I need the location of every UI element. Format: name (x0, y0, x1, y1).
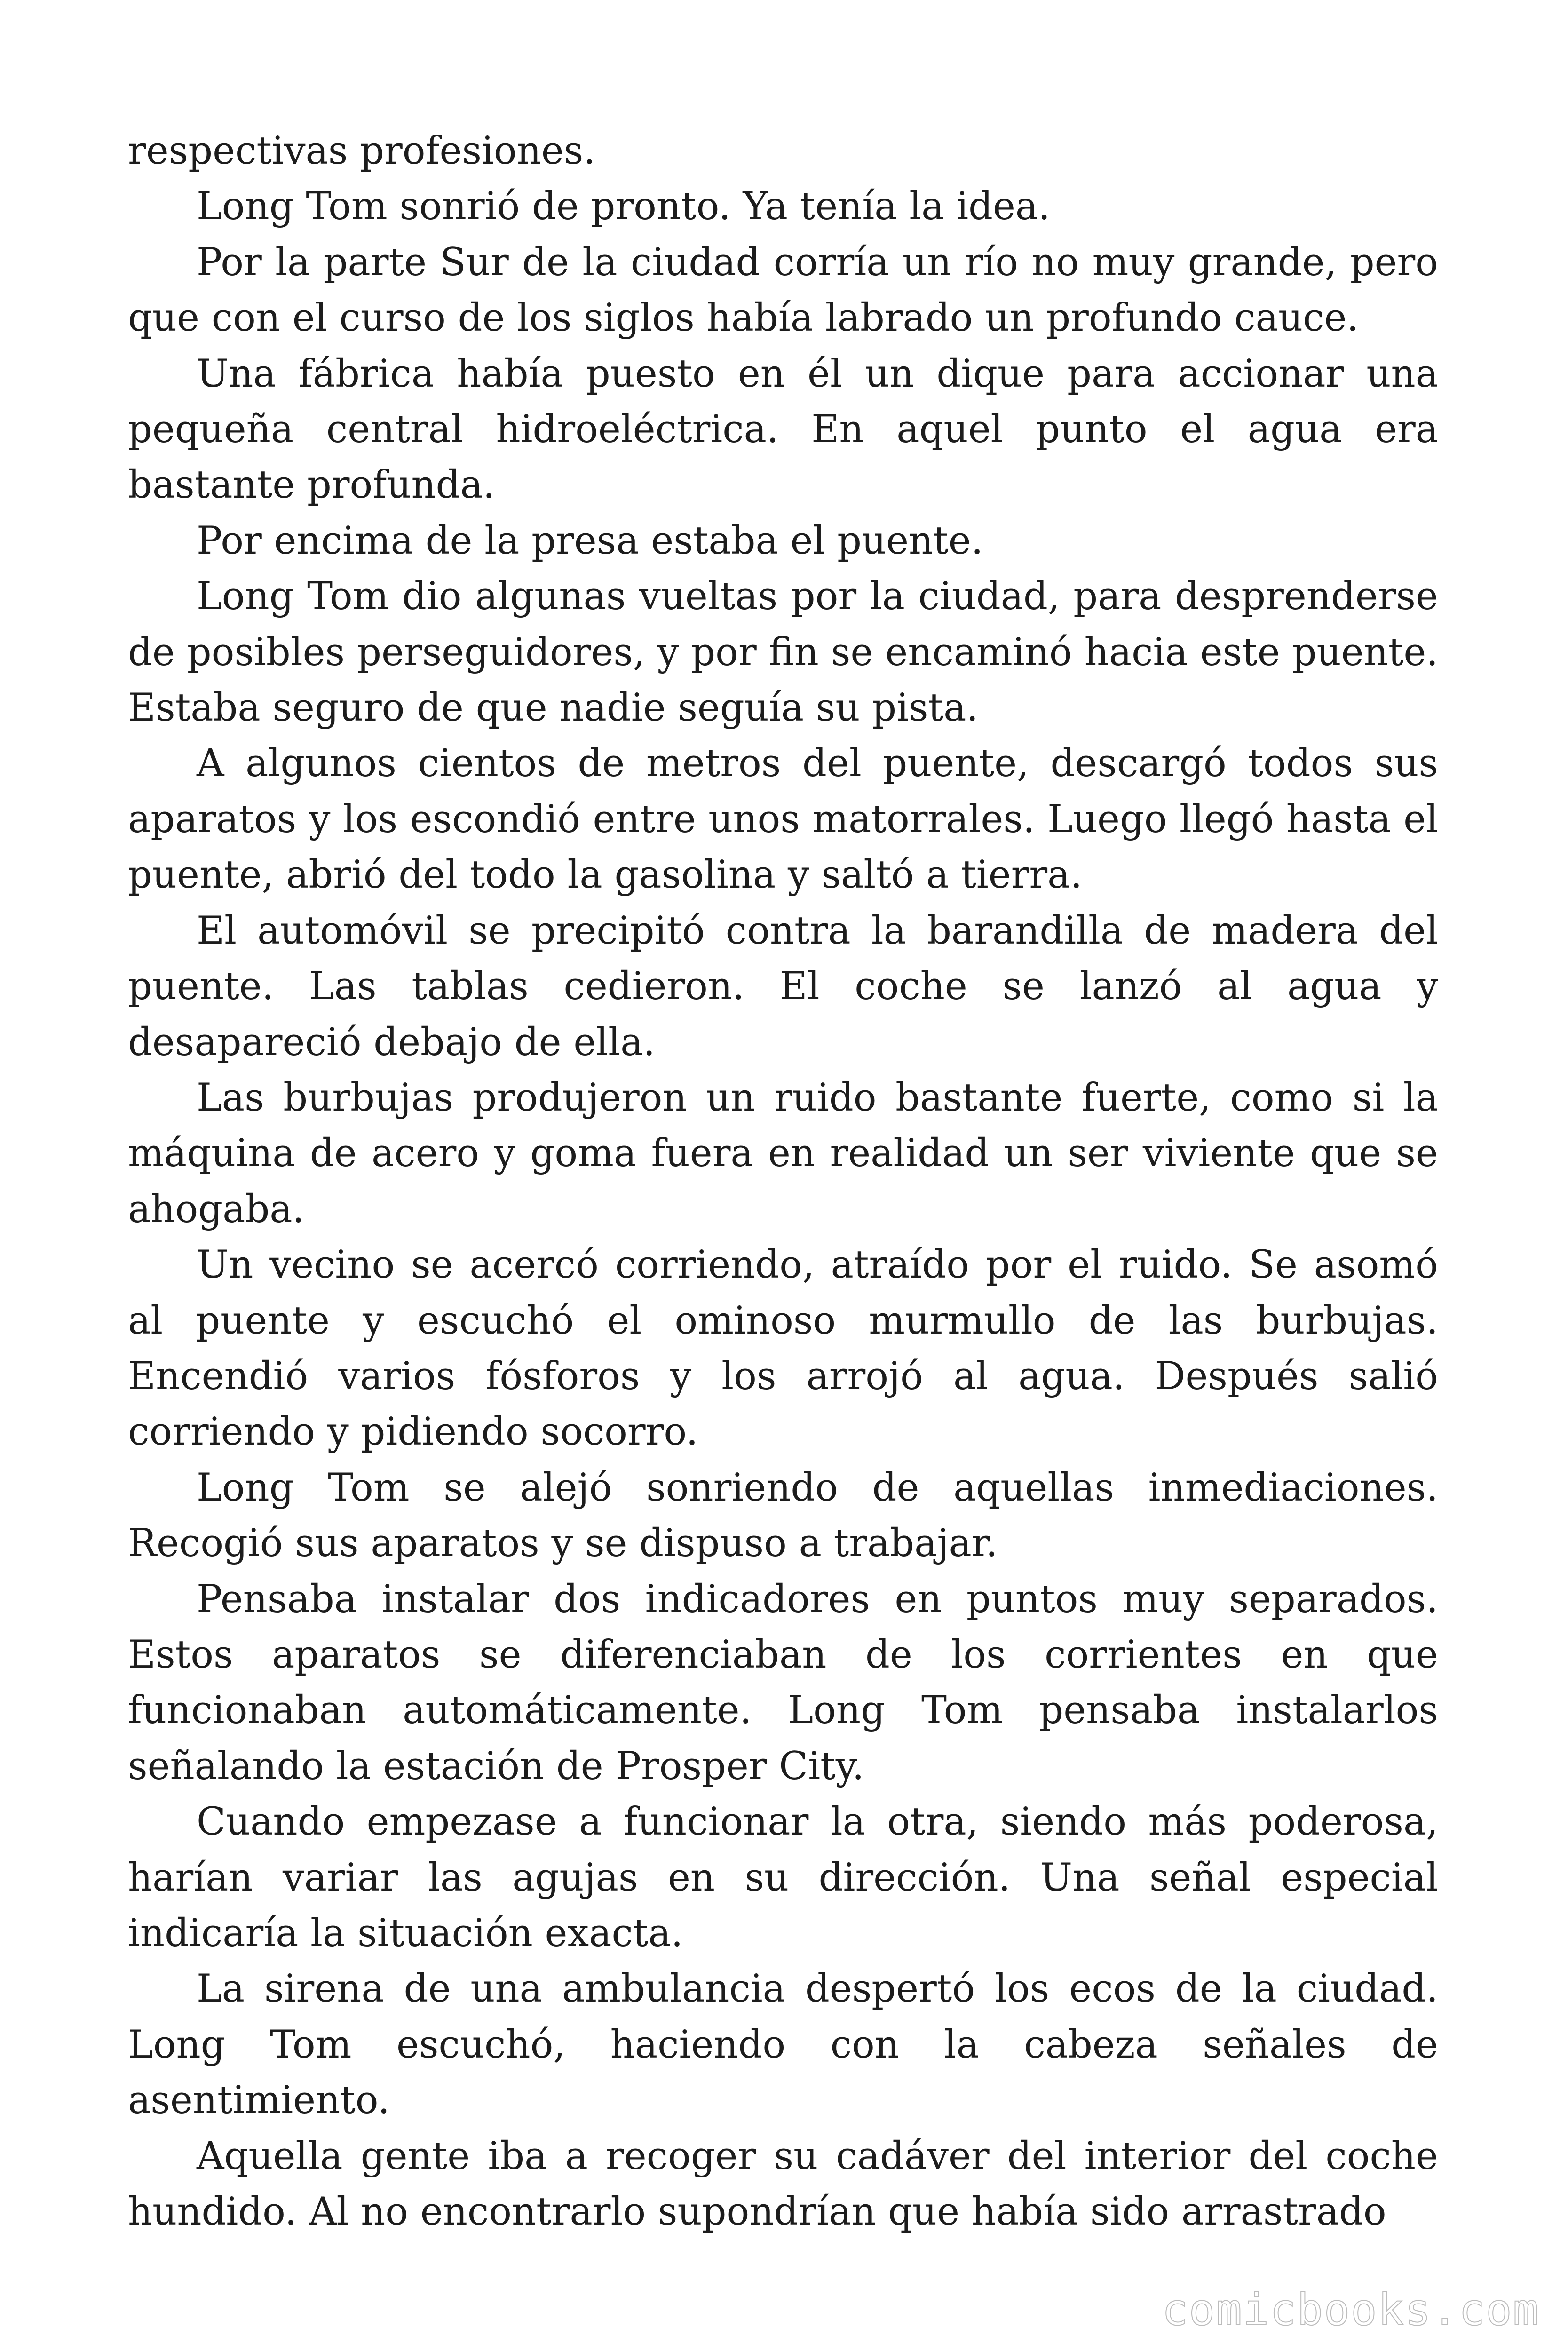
paragraph: Un vecino se acercó corriendo, atraído por el ruido. Se asomó al puente y escuchó el ominoso murmullo de las burbujas. Encendió varios fósforos y los arrojó al agua. Después salió corriendo y pidiendo socorro. (128, 1243, 1438, 1454)
body-text (128, 123, 1438, 2240)
paragraph: El automóvil se precipitó contra la barandilla de madera del puente. Las tablas cedieron. El coche se lanzó al agua y desapareció debajo de ella. (128, 908, 1438, 1065)
paragraph: Una fábrica había puesto en él un dique para accionar una pequeña central hidroeléctrica. En aquel punto el agua era bastante profunda. (128, 351, 1438, 508)
paragraph: Aquella gente iba a recoger su cadáver del interior del coche hundido. Al no encontrarlo supondrían que había sido arrastrado (128, 2134, 1438, 2234)
paragraph: Cuando empezase a funcionar la otra, siendo más poderosa, harían variar las agujas en su dirección. Una señal especial indicaría la situación exacta. (128, 1800, 1438, 1955)
paragraph: Por la parte Sur de la ciudad corría un río no muy grande, pero que con el curso de los siglos había labrado un profundo cauce. (128, 240, 1438, 341)
paragraph: Long Tom se alejó sonriendo de aquellas inmediaciones. Recogió sus aparatos y se dispuso a trabajar. (128, 1465, 1438, 1566)
watermark: comicbooks.com (1162, 2285, 1540, 2335)
paragraph: Long Tom sonrió de pronto. Ya tenía la idea. (197, 184, 1050, 229)
paragraph: Long Tom dio algunas vueltas por la ciudad, para desprenderse de posibles perseguidores, y por fin se encaminó hacia este puente. Estaba seguro de que nadie seguía su pista. (128, 574, 1438, 731)
paragraph: Por encima de la presa estaba el puente. (197, 518, 983, 563)
paragraph: A algunos cientos de metros del puente, descargó todos sus aparatos y los escondió entre unos matorrales. Luego llegó hasta el puente, abrió del todo la gasolina y saltó a tierra. (128, 741, 1438, 898)
paragraph: Las burbujas produjeron un ruido bastante fuerte, como si la máquina de acero y goma fuera en realidad un ser viviente que se ahogaba. (128, 1075, 1438, 1232)
paragraph: La sirena de una ambulancia despertó los ecos de la ciudad. Long Tom escuchó, haciendo con la cabeza señales de asentimiento. (128, 1967, 1438, 2123)
paragraph: Pensaba instalar dos indicadores en puntos muy separados. Estos aparatos se diferenciaban de los corrientes en que funcionaban automáticamente. Long Tom pensaba instalarlos señalando la estación de Prosper City. (128, 1577, 1438, 1788)
paragraph: respectivas profesiones. (128, 129, 596, 173)
